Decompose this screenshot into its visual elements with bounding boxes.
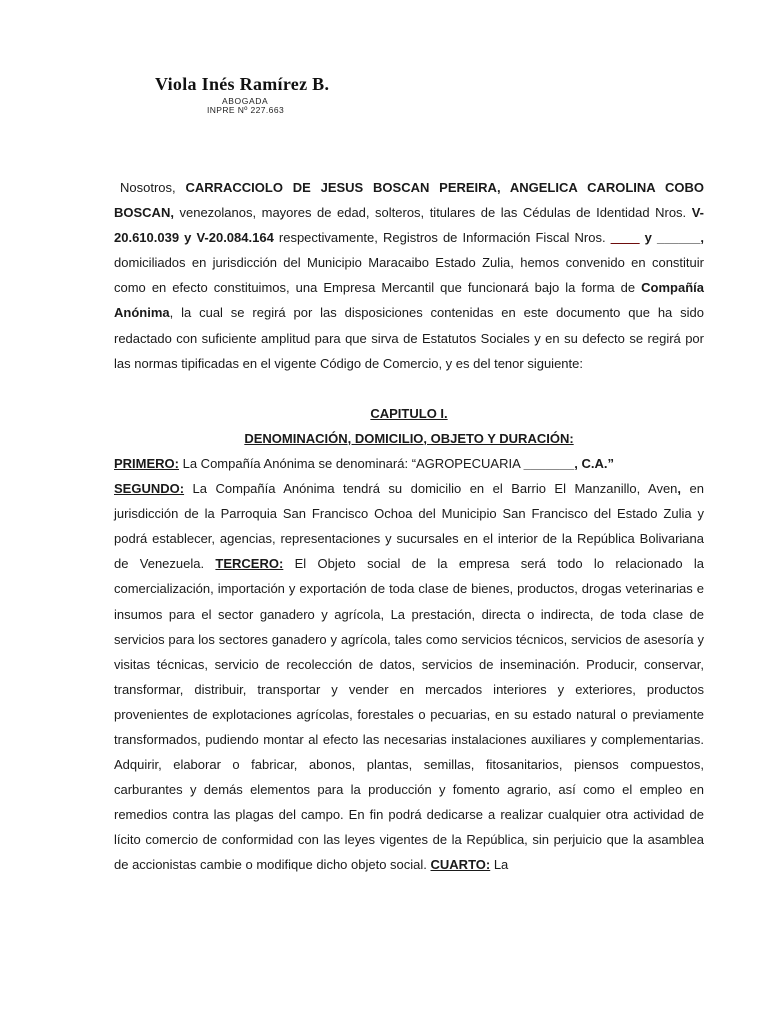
article-segundo-tercero-cuarto — [114, 476, 704, 878]
intro-text-5: , la cual se regirá por las disposiciones contenidas en este documento que ha sido redactado con suficiente amplitud para que sirva de Estatutos Sociales y en su defecto se regirá por las normas tipificadas en el vigente Código de Comercio, y es del tenor siguiente: — [114, 305, 704, 371]
lawyer-inpre-number: INPRE Nº 227.663 — [207, 105, 285, 115]
primero-blank: _______, C.A.” — [523, 455, 615, 471]
intro-text-1: Nosotros, — [120, 180, 186, 195]
spacer — [114, 376, 704, 401]
chapter-subheading — [114, 426, 704, 451]
primero-label: PRIMERO: — [114, 455, 179, 471]
chapter-subheading-text: DENOMINACIÓN, DOMICILIO, OBJETO Y DURACIÓN: — [244, 430, 574, 446]
segundo-text-2: en jurisdicción de la Parroquia San Francisco Ochoa del Municipio San Francisco del Estado Zulia y podrá establecer, agencias, representaciones y sucursales en el interior de la República Bolivariana de Venezuela. — [114, 481, 704, 572]
intro-ids: V-20.610.039 y V-20.084.164 — [114, 205, 704, 246]
intro-paragraph — [114, 175, 704, 376]
primero-text: La Compañía Anónima se denominará: “AGROPECUARIA — [179, 455, 524, 471]
intro-names: CARRACCIOLO DE JESUS BOSCAN PEREIRA, ANGELICA CAROLINA COBO BOSCAN, — [114, 180, 704, 221]
intro-rif-blank-2: ______, — [657, 230, 704, 246]
intro-rif-blank-1: ____ — [610, 230, 640, 246]
intro-text-3: respectivamente, Registros de Información Fiscal Nros. — [273, 230, 611, 246]
letterhead — [0, 0, 768, 130]
lawyer-title: ABOGADA — [222, 96, 269, 106]
segundo-label: SEGUNDO: — [114, 481, 185, 497]
intro-text-4: domiciliados en jurisdicción del Municipio Maracaibo Estado Zulia, hemos convenido en constituir como en efecto constituimos, una Empresa Mercantil que funcionará bajo la forma de — [114, 255, 704, 296]
segundo-comma: , — [677, 481, 682, 497]
tercero-text: El Objeto social de la empresa será todo lo relacionado la comercialización, importación y exportación de toda clase de bienes, productos, drogas veterinarias e insumos para el sector ganadero y agrícola, La prestación, directa o indirecta, de toda clase de servicios para los sectores ganadero y agrícola, tales como servicios técnicos, servicios de asesoría y visitas técnicas, servicio de recolección de datos, servicios de inseminación. Producir, conservar, transformar, distribuir, transportar y vender en mercados interiores y exteriores, productos provenientes de explotaciones agrícolas, forestales o pecuarias, en su estado natural o previamente transformados, pudiendo montar al efecto las necesarias instalaciones auxiliares y complementarias. Adquirir, elaborar o fabricar, abonos, plantas, semillas, fitosanitarios, piensos compuestos, carburantes y demás elementos para la producción y fomento agrario, así como el empleo en remedios contra las plagas del campo. En fin podrá dedicarse a realizar cualquier otra actividad de lícito comercio de conformidad con las leyes vigentes de la República, sin perjuicio que la asamblea de accionistas cambie o modifique dicho objeto social. — [114, 556, 704, 873]
chapter-heading — [114, 401, 704, 426]
segundo-text: La Compañía Anónima tendrá su domicilio en el Barrio El Manzanillo, Aven — [184, 481, 678, 497]
chapter-heading-text: CAPITULO I. — [370, 405, 448, 421]
intro-rif-and: y — [639, 230, 657, 246]
article-primero — [114, 451, 704, 476]
tercero-label: TERCERO: — [215, 556, 284, 572]
intro-company-form: Compañía Anónima — [114, 280, 704, 321]
cuarto-text: La — [490, 857, 509, 873]
lawyer-name: Viola Inés Ramírez B. — [155, 74, 330, 94]
document-body — [114, 175, 704, 878]
cuarto-label: CUARTO: — [430, 857, 491, 873]
intro-text-2: venezolanos, mayores de edad, solteros, titulares de las Cédulas de Identidad Nros. — [173, 205, 692, 221]
